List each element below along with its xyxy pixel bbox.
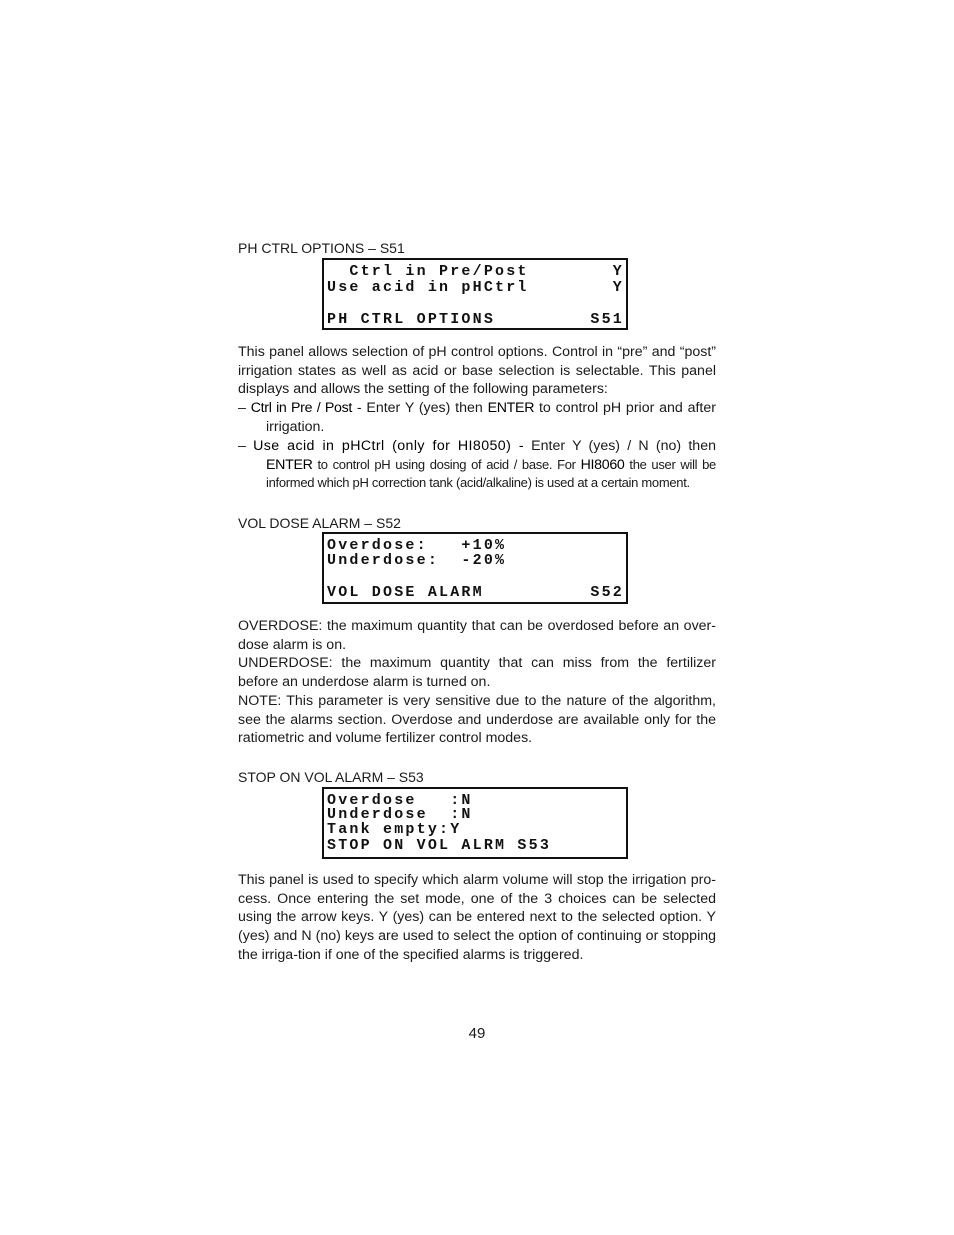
key-name: ENTER	[266, 456, 313, 473]
lcd-text: VOL DOSE ALARM	[327, 584, 484, 601]
lcd-text: STOP ON VOL ALRM S53	[327, 837, 552, 854]
term: Use acid in pHCtrl (only for HI8050) -	[253, 438, 524, 454]
lcd-row	[327, 553, 624, 568]
model-name: HI8060	[580, 456, 625, 473]
lcd-row	[327, 807, 624, 822]
section-heading-s51: PH CTRL OPTIONS – S51	[238, 240, 405, 256]
s51-intro: This panel allows selection of pH control options. Control in “pre” and “post” irrigation states as well as acid or base selection is selectable. This panel displays and allows the setting of the following parameters:	[238, 344, 716, 398]
lcd-row	[327, 280, 624, 295]
lcd-row	[327, 312, 624, 327]
lcd-row	[327, 569, 624, 584]
section-heading-s52: VOL DOSE ALARM – S52	[238, 515, 401, 531]
lcd-text: Overdose :N	[327, 792, 473, 809]
lcd-value: S51	[590, 311, 624, 328]
key-name: ENTER	[487, 400, 535, 416]
lcd-text: Underdose: -20%	[327, 552, 507, 569]
lcd-row	[327, 538, 624, 553]
lcd-panel-s53	[322, 787, 628, 859]
lcd-value: S52	[590, 584, 624, 601]
lcd-value: Y	[612, 263, 624, 280]
s52-overdose-text: OVERDOSE: the maximum quantity that can be overdosed before an over-dose alarm is on.	[238, 618, 716, 653]
text: to control pH prior and after irrigation.	[266, 400, 716, 435]
s52-note-text: NOTE: This parameter is very sensitive due to the nature of the algorithm, see the alarms section. Overdose and underdose are available only for the ratiometric and volume fertilizer control modes.	[238, 693, 716, 747]
lcd-row	[327, 264, 624, 279]
s52-underdose-text: UNDERDOSE: the maximum quantity that can miss from the fertilizer before an underdose alarm is turned on.	[238, 655, 716, 690]
lcd-text: Underdose :N	[327, 806, 473, 823]
text: the user will be informed which pH correction tank (acid/alkaline) is used at a certain moment.	[266, 456, 716, 491]
manual-page	[238, 0, 716, 1235]
lcd-row	[327, 585, 624, 600]
dash: –	[238, 438, 254, 454]
text: - Enter Y (yes) then	[352, 400, 488, 416]
list-item-use-acid	[238, 437, 716, 493]
lcd-row	[327, 296, 624, 311]
text: to control pH using dosing of acid / base. For	[312, 456, 581, 472]
list-item-ctrl-pre-post	[238, 399, 716, 436]
text: Enter Y (yes) / N (no) then	[523, 438, 716, 454]
lcd-panel-s51	[322, 258, 628, 330]
dash: –	[238, 400, 251, 416]
lcd-panel-s52	[322, 532, 628, 604]
lcd-text: Ctrl in Pre/Post	[327, 263, 529, 280]
lcd-value: Y	[612, 279, 624, 296]
lcd-text: Use acid in pHCtrl	[327, 279, 529, 296]
lcd-text: PH CTRL OPTIONS	[327, 311, 496, 328]
lcd-row	[327, 822, 624, 837]
lcd-row	[327, 838, 624, 853]
lcd-text: Tank empty:Y	[327, 821, 462, 838]
section-heading-s53: STOP ON VOL ALARM – S53	[238, 769, 424, 785]
lcd-text: Overdose: +10%	[327, 537, 507, 554]
s53-description: This panel is used to specify which alarm volume will stop the irrigation pro-cess. Once entering the set mode, one of the 3 choices can be selected using the arrow keys. Y (yes) can be entered next to the selected option. Y (yes) and N (no) keys are used to select the option of continuing or stopping the irriga-tion if one of the specified alarms is triggered.	[238, 872, 716, 963]
page-number: 49	[468, 1025, 486, 1042]
term: Ctrl in Pre / Post	[250, 400, 353, 416]
